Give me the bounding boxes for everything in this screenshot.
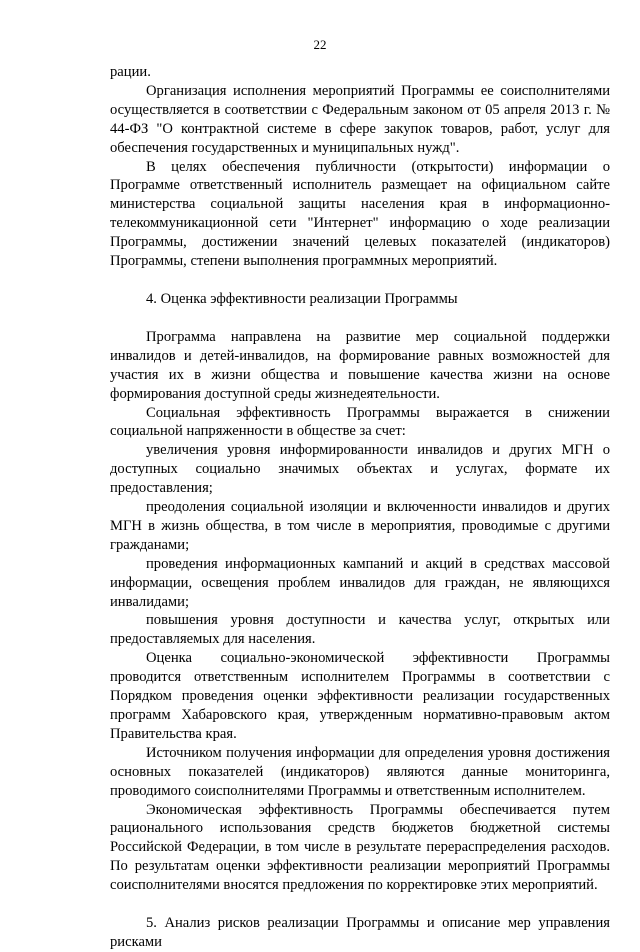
paragraph-economic-effect: Экономическая эффективность Программы обеспечивается путем рационального использования средств бюджетов бюджетной системы Российской Федерации, в том числе в результате перераспределения расходов. По результатам оценки эффективности реализации мероприятий Программы соисполнителями вносятся предложения по корректировке этих мероприятий.: [110, 801, 610, 894]
section-5-heading: 5. Анализ рисков реализации Программы и описание мер управления рисками: [110, 915, 610, 950]
list-item-isolation: преодоления социальной изоляции и включенности инвалидов и других МГН в жизнь общества, в том числе в мероприятия, проводимые с другими гражданами;: [110, 499, 610, 553]
list-item-accessibility: повышения уровня доступности и качества услуг, открытых или предоставляемых для населения.: [110, 612, 610, 648]
paragraph-information-source: Источником получения информации для определения уровня достижения основных показателей (индикаторов) являются данные мониторинга, проводимого соисполнителями Программы и ответственным исполнителем.: [110, 744, 610, 799]
page-number: 22: [313, 37, 327, 52]
paragraph-continuation: рации.: [110, 64, 151, 80]
document-body: [110, 63, 610, 952]
paragraph-program-aim: Программа направлена на развитие мер социальной поддержки инвалидов и детей-инвалидов, на формирование равных возможностей для участия их в жизни общества и повышение качества жизни на основе формирования доступной среды жизнедеятельности.: [110, 328, 610, 402]
paragraph-organization: Организация исполнения мероприятий Программы ее соисполнителями осуществляется в соответствии с Федеральным законом от 05 апреля 2013 г. № 44-ФЗ "О контрактной системе в сфере закупок товаров, работ, услуг для обеспечения государственных и муниципальных нужд".: [110, 82, 610, 156]
paragraph-social-effect: Социальная эффективность Программы выражается в снижении социальной напряженности в обществе за счет:: [110, 404, 610, 440]
list-item-campaigns: проведения информационных кампаний и акций в средствах массовой информации, освещения проблем инвалидов для граждан, не являющихся инвалидами;: [110, 555, 610, 610]
list-item-awareness: увеличения уровня информированности инвалидов и других МГН о доступных социально значимых объектах и услугах, формате их предоставления;: [110, 442, 610, 497]
section-4-heading: 4. Оценка эффективности реализации Программы: [146, 290, 458, 307]
paragraph-publicity: В целях обеспечения публичности (открытости) информации о Программе ответственный исполнитель размещает на официальном сайте министерства социальной защиты населения края в информационно-телекоммуникационной сети "Интернет" информацию о ходе реализации Программы, достижении значений целевых показателей (индикаторов) Программы, степени выполнения программных мероприятий.: [110, 158, 610, 270]
paragraph-assessment: Оценка социально-экономической эффективности Программы проводится ответственным исполнителем Программы в соответствии с Порядком проведения оценки эффективности реализации государственных программ Хабаровского края, утвержденным нормативно-правовым актом Правительства края.: [110, 650, 610, 742]
